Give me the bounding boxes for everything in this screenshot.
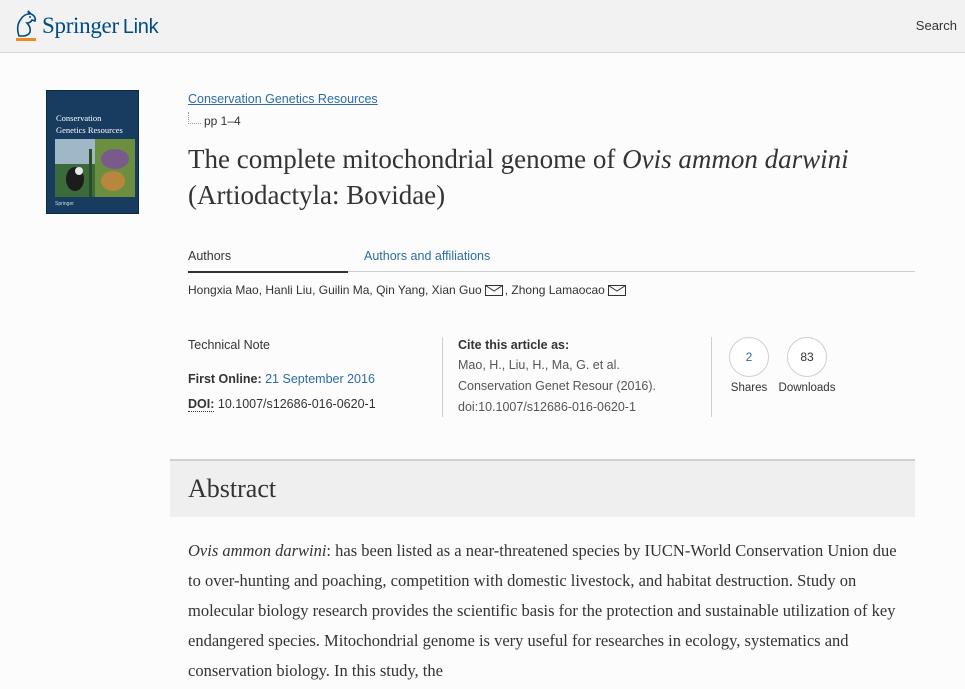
- cite-line-1: Mao, H., Liu, H., Ma, G. et al.: [458, 358, 620, 372]
- logo-link-text: Link: [122, 16, 159, 38]
- cover-title-line1: Conservation: [56, 113, 102, 123]
- doi-label: DOI:: [188, 397, 215, 411]
- abstract-body: [188, 536, 913, 686]
- author-tabs: [188, 247, 915, 272]
- cite-line-2: Conservation Genet Resour (2016).: [458, 379, 657, 393]
- top-header: [0, 0, 965, 53]
- shares-count-badge[interactable]: [729, 337, 769, 377]
- author-names[interactable]: Hongxia Mao, Hanli Liu, Guilin Ma, Qin Yang, Xian Guo: [188, 283, 482, 297]
- article-type: Technical Note: [188, 338, 270, 352]
- author-list: [188, 283, 628, 297]
- shares-metric[interactable]: [728, 337, 770, 394]
- abstract-heading: Abstract: [188, 474, 277, 503]
- page-range: pp 1–4: [204, 114, 241, 128]
- pages-connector: [188, 112, 201, 124]
- divider: [711, 337, 712, 417]
- search-button[interactable]: Search: [915, 18, 957, 33]
- abstract-paragraph: [188, 536, 913, 686]
- divider: [442, 337, 443, 417]
- shares-count: 2: [745, 350, 753, 364]
- first-online-date[interactable]: 21 September 2016: [265, 372, 375, 386]
- first-online-label: First Online:: [188, 372, 262, 386]
- first-online: [188, 372, 375, 386]
- downloads-label: Downloads: [778, 382, 836, 394]
- author-name-corresponding[interactable]: , Zhong Lamaocao: [504, 283, 605, 297]
- doi-value: 10.1007/s12686-016-0620-1: [217, 397, 376, 411]
- cite-line-3: doi:10.1007/s12686-016-0620-1: [458, 400, 636, 414]
- horse-logo-icon: [13, 10, 39, 42]
- abstract-text: : has been listed as a near-threatened species by IUCN-World Conservation Union due to over-hunting and poaching, competition with domestic livestock, and habitat destruction. Study on molecular biology research provides the scientific basis for the protection and sustainable utilization of key endangered species. Mitochondrial genome is very useful for researches in ecology, systematics and conservation biology. In this study, the: [188, 541, 897, 680]
- journal-link[interactable]: Conservation Genetics Resources: [188, 92, 378, 106]
- abstract-species: Ovis ammon darwini: [188, 541, 327, 560]
- tab-authors-and-affiliations[interactable]: Authors and affiliations: [364, 249, 491, 263]
- title-species: Ovis ammon darwini: [622, 144, 849, 174]
- springerlink-logo[interactable]: [13, 9, 158, 43]
- cover-publisher-mark: Springer: [55, 201, 74, 207]
- email-icon[interactable]: [608, 285, 626, 296]
- doi: [188, 397, 376, 411]
- downloads-count-badge: [787, 337, 827, 377]
- downloads-metric: [776, 337, 838, 394]
- downloads-count: 83: [800, 350, 814, 364]
- journal-cover-image[interactable]: [46, 90, 139, 214]
- logo-brand-text: Springer: [42, 13, 119, 38]
- cite-heading: Cite this article as:: [458, 338, 570, 352]
- logo-wordmark: [42, 13, 158, 39]
- cover-artwork: [55, 139, 135, 197]
- shares-label: Shares: [730, 382, 768, 394]
- article-title: [188, 141, 888, 213]
- email-icon[interactable]: [485, 285, 503, 296]
- abstract-header[interactable]: [170, 459, 915, 517]
- title-part2: (Artiodactyla: Bovidae): [188, 180, 446, 210]
- cover-title: [56, 112, 136, 136]
- title-part1: The complete mitochondrial genome of: [188, 144, 623, 174]
- cover-title-line2: Genetics Resources: [56, 125, 123, 135]
- tab-authors[interactable]: Authors: [188, 249, 348, 273]
